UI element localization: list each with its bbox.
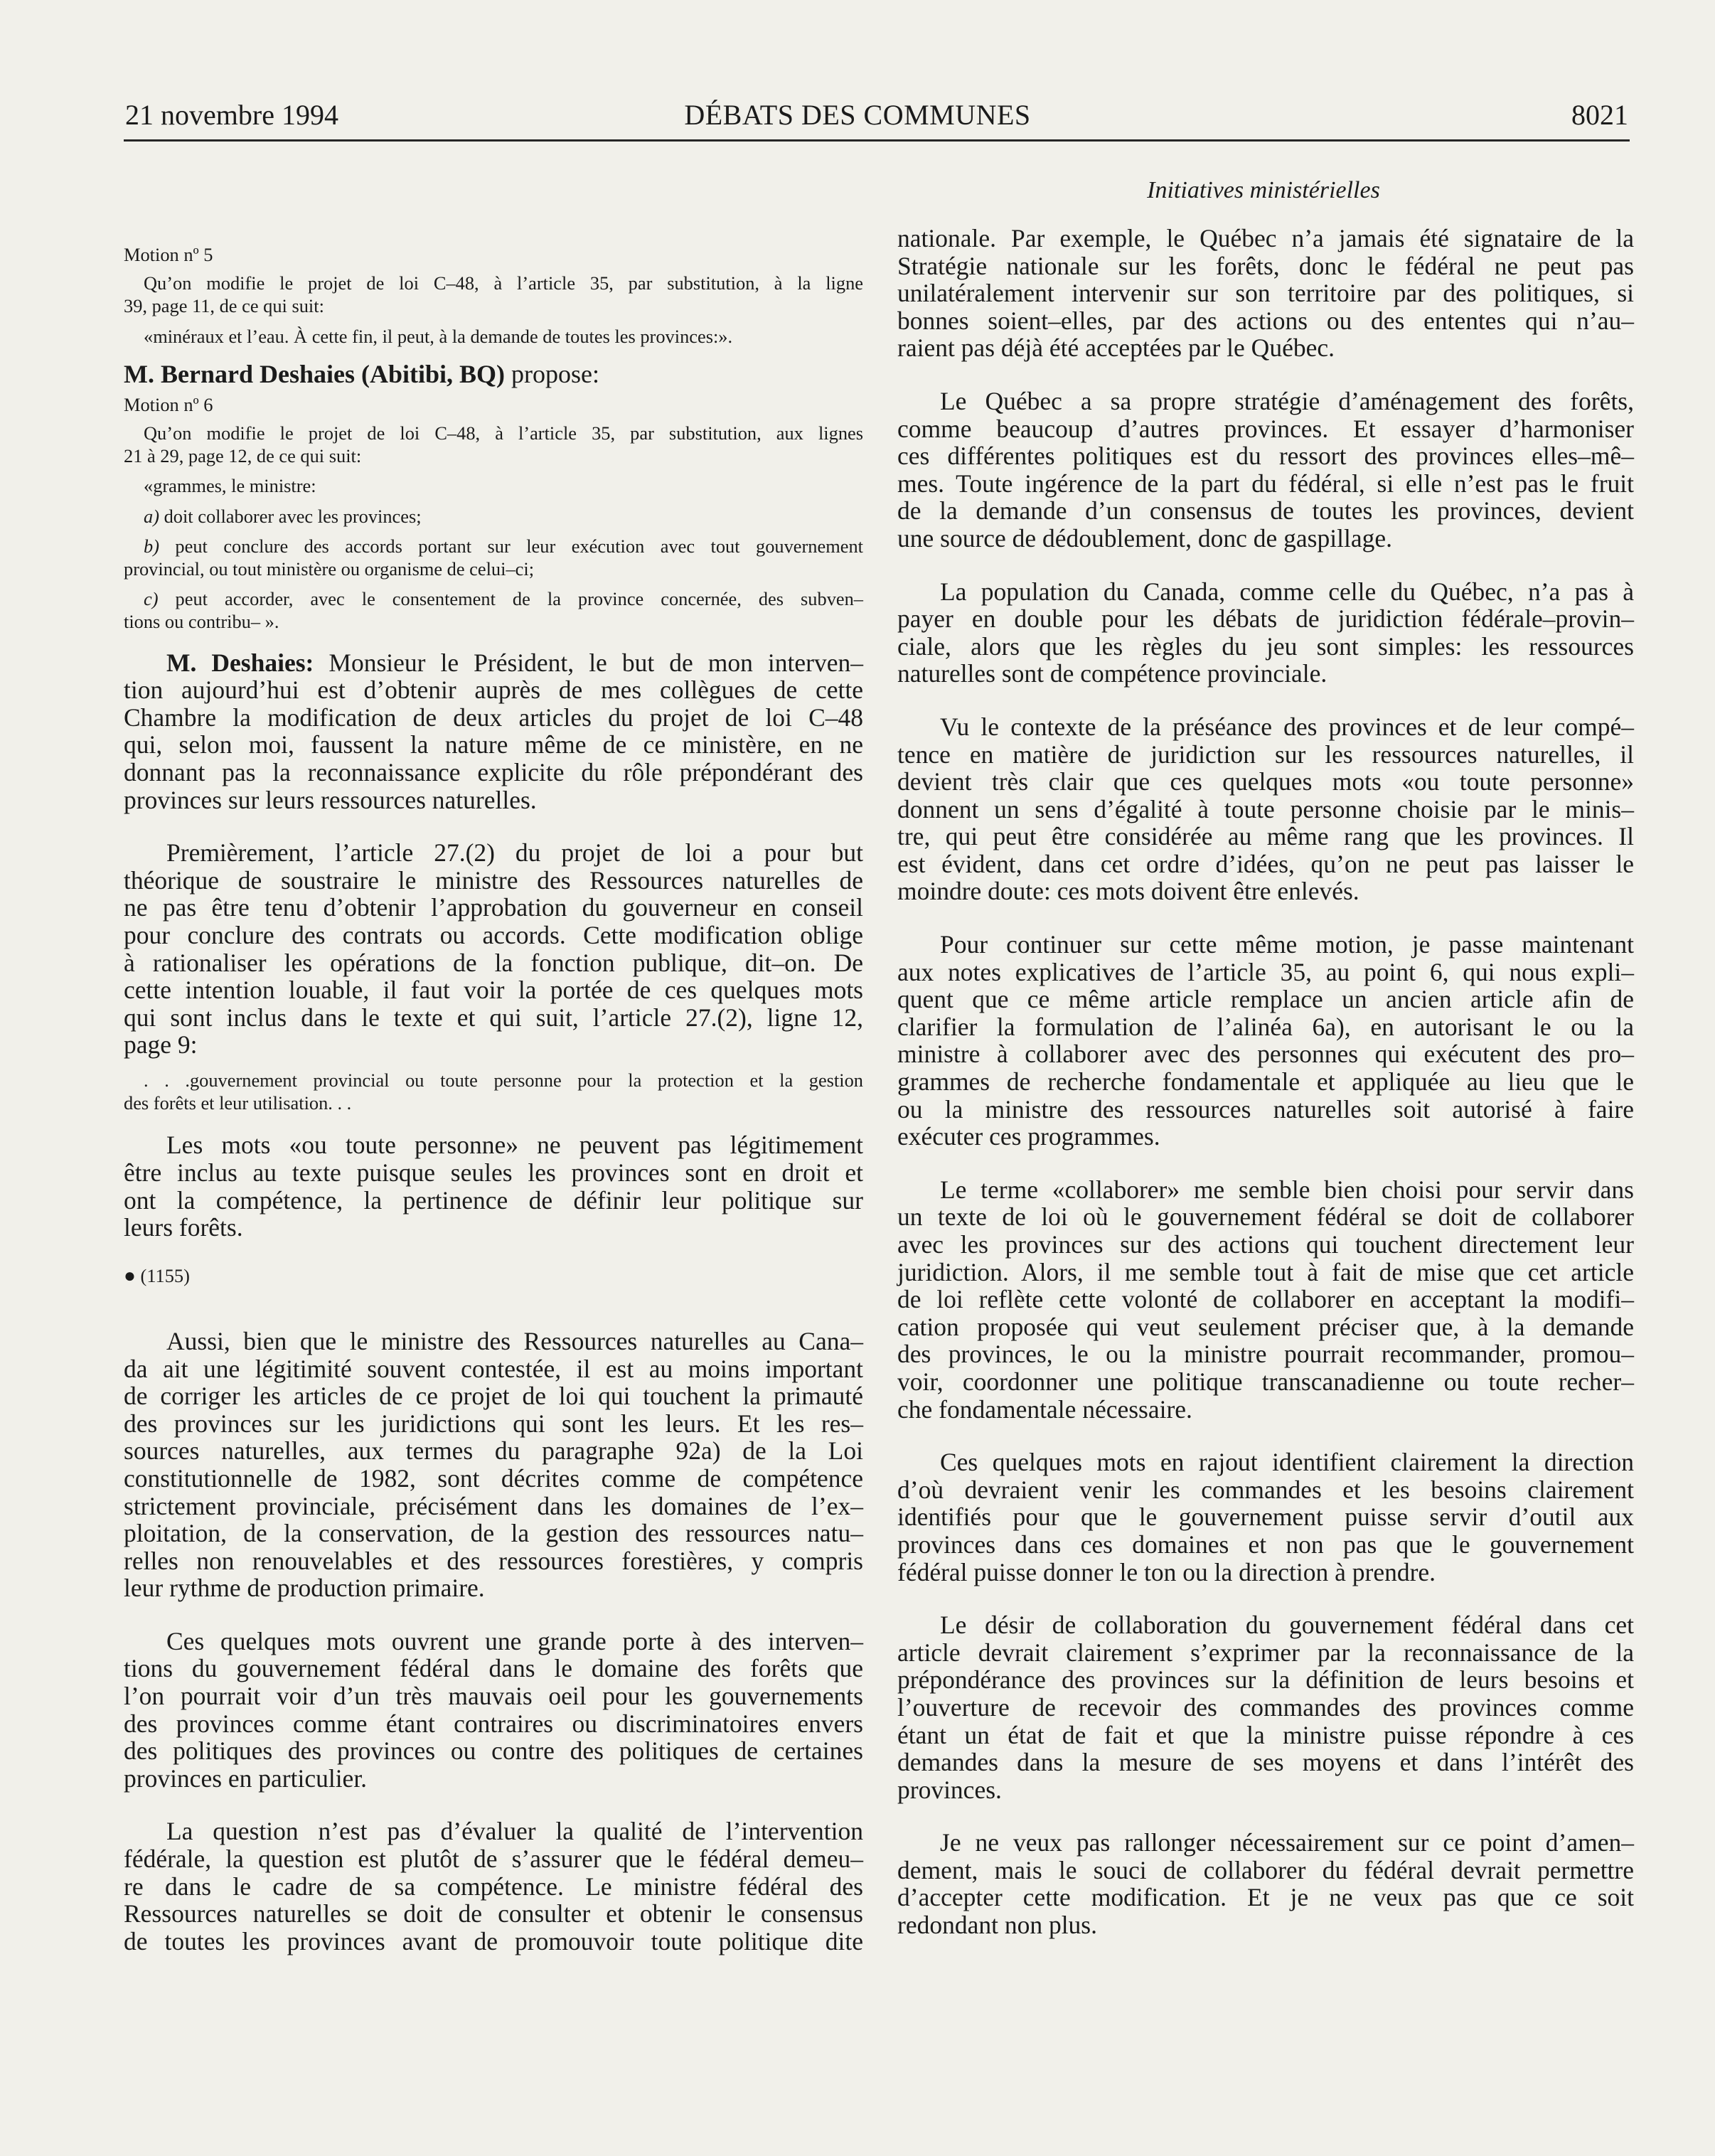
header-rule <box>124 139 1630 142</box>
text-line: nationale. Par exemple, le Québec n’a jamais été signataire de la <box>897 224 1634 252</box>
text-line: tion aujourd’hui est d’obtenir auprès de mes collègues de cette <box>124 676 863 705</box>
text-line: des provinces, le ou la ministre pourrait recommander, promou– <box>897 1340 1634 1369</box>
text-line: donnant pas la reconnaissance explicite du rôle prépondérant des <box>124 758 863 787</box>
text-line <box>124 505 863 528</box>
speech-paragraph <box>897 713 1634 905</box>
speech-paragraph <box>897 1176 1634 1423</box>
text-line: Ces quelques mots ouvrent une grande porte à des interven– <box>166 1626 863 1655</box>
text-line: «minéraux et l’eau. À cette fin, il peut, à la demande de toutes les provinces:». <box>144 325 733 347</box>
text-line: des politiques des provinces ou contre des politiques de certaines <box>124 1736 863 1766</box>
text-line: leurs forêts. <box>124 1213 243 1242</box>
text-line: des provinces comme étant contraires ou discriminatoires envers <box>124 1709 863 1738</box>
item-text: peut conclure des accords portant sur leur exécution avec tout gouvernement <box>159 535 863 557</box>
text-line: 39, page 11, de ce qui suit: <box>124 295 324 317</box>
text-line: identifiés pour que le gouvernement puisse servir d’outil aux <box>897 1503 1634 1532</box>
text-line: article devrait clairement s’exprimer par la reconnaissance de la <box>897 1638 1634 1667</box>
text-line: théorique de soustraire le ministre des Ressources naturelles de <box>124 865 863 895</box>
proposer-verb: propose: <box>505 359 599 388</box>
text-line: Aussi, bien que le ministre des Ressources naturelles au Cana– <box>166 1326 863 1355</box>
text-line: à rationaliser les opérations de la fonction publique, dit–on. De <box>124 948 863 977</box>
speech-paragraph <box>897 225 1634 362</box>
right-column <box>897 225 1634 1939</box>
speech-paragraph <box>124 839 863 1059</box>
text-line: un texte de loi où le gouvernement fédéral se doit de collaborer <box>897 1202 1634 1232</box>
text-line: re dans le cadre de sa compétence. Le ministre fédéral des <box>124 1872 863 1901</box>
text-line: dement, mais le souci de collaborer du fédéral devrait permettre <box>897 1855 1634 1884</box>
text-line: provinces sur leurs ressources naturelles. <box>124 785 537 814</box>
text-line: cation proposée qui veut seulement préciser que, à la demande <box>897 1312 1634 1341</box>
text-line: exécuter ces programmes. <box>897 1122 1160 1151</box>
text-line: grammes de recherche fondamentale et appliquée au lieu que le <box>897 1067 1634 1096</box>
text-line: naturelles sont de compétence provinciale. <box>897 659 1327 688</box>
text-line: strictement provinciale, précisément dans les domaines de l’ex– <box>124 1491 863 1520</box>
motion-6-item-a <box>124 505 863 528</box>
text-line: Ressources naturelles se doit de consulter et obtenir le consensus <box>124 1899 863 1928</box>
text-line: étant un état de fait et que la ministre puisse répondre à ces <box>897 1720 1634 1749</box>
speaker-name: M. Deshaies: <box>166 648 314 677</box>
left-column <box>124 225 863 1955</box>
motion-6-quote <box>124 474 863 497</box>
text-line: Pour continuer sur cette même motion, je passe maintenant <box>940 930 1634 959</box>
text-line: constitutionnelle de 1982, sont décrites comme de compétence <box>124 1463 863 1493</box>
text-line: La population du Canada, comme celle du Québec, n’a pas à <box>940 577 1634 606</box>
text-line: Premièrement, l’article 27.(2) du projet de loi a pour but <box>166 838 863 868</box>
text-line: «grammes, le ministre: <box>144 475 316 497</box>
text-line: fédérale, la question est plutôt de s’assurer que le fédéral demeu– <box>124 1845 863 1874</box>
text-line: tre, qui peut être considérée au même rang que les provinces. Il <box>897 822 1634 851</box>
proposer-line <box>124 358 863 390</box>
speech-paragraph <box>124 1628 863 1793</box>
text-line: l’ouverture de recevoir des commandes des provinces comme <box>897 1692 1634 1722</box>
text-line: clarifier la formulation de l’alinéa 6a), en autorisant le ou la <box>897 1012 1634 1041</box>
text-line: tions ou contribu– ». <box>124 611 279 633</box>
text-line: bonnes soient–elles, par des actions ou des ententes qui n’au– <box>897 306 1634 335</box>
text-line: provinces dans ces domaines et non pas que le gouvernement <box>897 1530 1634 1559</box>
text-line: fédéral puisse donner le ton ou la direction à prendre. <box>897 1557 1436 1586</box>
text-line: Le terme «collaborer» me semble bien choisi pour servir dans <box>940 1175 1634 1204</box>
text-line: mes. Toute ingérence de la part du fédéral, si elle n’est pas le fruit <box>897 469 1634 498</box>
text-line: Le désir de collaboration du gouvernement fédéral dans cet <box>940 1611 1634 1640</box>
text-line: che fondamentale nécessaire. <box>897 1394 1192 1424</box>
bullet-icon: ● <box>124 1264 136 1287</box>
text-line: donnent un sens d’égalité à toute personne choisie par le minis– <box>897 794 1634 823</box>
text-line: tence en matière de juridiction sur les ressources naturelles, il <box>897 740 1634 769</box>
time-marker <box>124 1264 863 1288</box>
speech-paragraph <box>124 1328 863 1602</box>
text-line: des forêts et leur utilisation. . . <box>124 1092 352 1114</box>
text-line: moindre doute: ces mots doivent être enlevés. <box>897 877 1359 906</box>
text-line: Stratégie nationale sur les forêts, donc le fédéral ne peut pas <box>897 251 1634 280</box>
text-line: prépondérance des provinces sur la définition de leurs besoins et <box>897 1665 1634 1695</box>
motion-5-label: Motion nº 5 <box>124 244 213 265</box>
speech-paragraph <box>897 931 1634 1151</box>
item-letter: c) <box>144 588 159 610</box>
item-text: doit collaborer avec les provinces; <box>159 505 422 527</box>
text-line: une source de dédoublement, donc de gaspillage. <box>897 523 1392 553</box>
text-line: Les mots «ou toute personne» ne peuvent pas légitimement <box>166 1131 863 1160</box>
text-line: payer en double pour les débats de juridiction fédérale–provin– <box>897 604 1634 634</box>
text-line: Ces quelques mots en rajout identifient clairement la direction <box>940 1448 1634 1477</box>
text-line: redondant non plus. <box>897 1911 1098 1940</box>
text-line: provincial, ou tout ministère ou organisme de celui–ci; <box>124 558 535 580</box>
text-line: provinces. <box>897 1775 1002 1804</box>
proposer-name: M. Bernard Deshaies (Abitibi, BQ) <box>124 359 505 388</box>
text-line: Le Québec a sa propre stratégie d’aménagement des forêts, <box>940 386 1634 415</box>
text-line: sources naturelles, aux termes du paragraphe 92a) de la Loi <box>124 1436 863 1466</box>
speech-paragraph <box>124 649 863 814</box>
text-line: être inclus au texte puisque seules les provinces sont en droit et <box>124 1158 863 1187</box>
motion-6-item-c <box>124 587 863 633</box>
text-line <box>124 587 863 610</box>
text-line: voir, coordonner une politique transcanadienne ou toute recher– <box>897 1367 1634 1396</box>
text-line: ploitation, de la conservation, de la gestion des ressources natu– <box>124 1519 863 1548</box>
text-line: des provinces sur les juridictions qui sont les leurs. Et les res– <box>124 1409 863 1438</box>
speech-paragraph <box>124 1131 863 1241</box>
text-line: da ait une légitimité souvent contestée, il est au moins important <box>124 1354 863 1383</box>
text-line: leur rythme de production primaire. <box>124 1574 485 1603</box>
text-line: provinces en particulier. <box>124 1763 368 1793</box>
speech-paragraph <box>897 1448 1634 1586</box>
text-line: ces différentes politiques est du ressort des provinces elles–mê– <box>897 442 1634 471</box>
page-number: 8021 <box>1571 99 1628 131</box>
item-letter: b) <box>144 535 159 557</box>
text-line: raient pas déjà été acceptées par le Québec. <box>897 333 1335 363</box>
text-line: de la demande d’un consensus de toutes les provinces, devient <box>897 496 1634 525</box>
header-title: DÉBATS DES COMMUNES <box>684 99 1031 131</box>
motion-6-item-b <box>124 535 863 580</box>
text-line: ont la compétence, la pertinence de définir leur politique sur <box>124 1185 863 1215</box>
text-line: page 9: <box>124 1030 198 1060</box>
text-line: qui, selon moi, faussent la nature même de ce ministère, en ne <box>124 730 863 759</box>
text-line: ou la ministre des ressources naturelles soit autorisé à faire <box>897 1094 1634 1124</box>
speech-paragraph <box>897 388 1634 553</box>
text-line: relles non renouvelables et des ressources forestières, y compris <box>124 1546 863 1575</box>
text-line: Vu le contexte de la préséance des provinces et de leur compé– <box>940 712 1634 741</box>
text-line <box>124 535 863 557</box>
motion-5-text <box>124 272 863 317</box>
text-line: quent que ce même article remplace un ancien article afin de <box>897 985 1634 1014</box>
text-line: Je ne veux pas rallonger nécessairement sur ce point d’amen– <box>940 1828 1634 1857</box>
text-line: de toutes les provinces avant de promouvoir toute politique dite <box>124 1926 863 1955</box>
motion-6-label: Motion nº 6 <box>124 393 213 415</box>
text-line: pour conclure des contrats ou accords. Cette modification oblige <box>124 920 863 949</box>
speech-paragraph <box>897 578 1634 688</box>
item-letter: a) <box>144 505 159 527</box>
text-line: Chambre la modification de deux articles du projet de loi C–48 <box>124 703 863 732</box>
text-line: comme beaucoup d’autres provinces. Et essayer d’harmoniser <box>897 414 1634 443</box>
text-line: de corriger les articles de ce projet de loi qui touchent la primauté <box>124 1382 863 1411</box>
text-span: Monsieur le Président, le but de mon interven– <box>314 648 863 677</box>
item-text: peut accorder, avec le consentement de la province concernée, des subven– <box>158 588 863 610</box>
text-line: . . .gouvernement provincial ou toute personne pour la protection et la gestion <box>144 1069 863 1091</box>
speech-paragraph <box>124 1818 863 1955</box>
text-line: est évident, dans cet ordre d’idées, qu’on ne peut pas laisser le <box>897 849 1634 878</box>
text-line: 21 à 29, page 12, de ce qui suit: <box>124 445 362 467</box>
header-date: 21 novembre 1994 <box>125 99 338 131</box>
time-marker-text: (1155) <box>140 1264 190 1286</box>
speech-paragraph <box>897 1611 1634 1803</box>
text-line: aux notes explicatives de l’article 35, au point 6, qui nous expli– <box>897 957 1634 986</box>
text-line: demandes dans la mesure de ses moyens et dans l’intérêt des <box>897 1748 1634 1777</box>
text-line: l’on pourrait voir d’un très mauvais oeil pour les gouvernements <box>124 1682 863 1711</box>
text-line: ministre à collaborer avec des personnes qui exécutent des pro– <box>897 1040 1634 1069</box>
block-quote <box>124 1069 863 1114</box>
text-line: d’accepter cette modification. Et je ne veux pas que ce soit <box>897 1883 1634 1912</box>
text-line: de loi reflète cette volonté de collaborer en acceptant la modifi– <box>897 1285 1634 1314</box>
text-line <box>124 649 863 677</box>
text-line: unilatéralement intervenir sur son territoire par des politiques, si <box>897 279 1634 308</box>
section-title: Initiatives ministérielles <box>1147 177 1380 203</box>
text-line: tions du gouvernement fédéral dans le domaine des forêts que <box>124 1654 863 1683</box>
text-line: devient très clair que ces quelques mots «ou toute personne» <box>897 767 1634 796</box>
speech-paragraph <box>897 1829 1634 1938</box>
text-line: Qu’on modifie le projet de loi C–48, à l’article 35, par substitution, à la ligne <box>144 272 863 294</box>
text-line: ciale, alors que les règles du jeu sont simples: les ressources <box>897 631 1634 661</box>
motion-6-text <box>124 422 863 467</box>
text-line: qui sont inclus dans le texte et qui suit, l’article 27.(2), ligne 12, <box>124 1003 863 1032</box>
text-line: avec les provinces sur des actions qui touchent directement leur <box>897 1230 1634 1259</box>
text-line: juridiction. Alors, il me semble tout à fait de mise que cet article <box>897 1257 1634 1286</box>
motion-5-quote <box>124 325 863 348</box>
text-line: d’où devraient venir les commandes et les besoins clairement <box>897 1475 1634 1504</box>
text-line: Qu’on modifie le projet de loi C–48, à l’article 35, par substitution, aux lignes <box>144 422 863 444</box>
text-line: ne pas être tenu d’obtenir l’approbation du gouverneur en conseil <box>124 893 863 922</box>
text-line: cette intention louable, il faut voir la portée de ces quelques mots <box>124 976 863 1005</box>
text-line: La question n’est pas d’évaluer la qualité de l’intervention <box>166 1817 863 1846</box>
